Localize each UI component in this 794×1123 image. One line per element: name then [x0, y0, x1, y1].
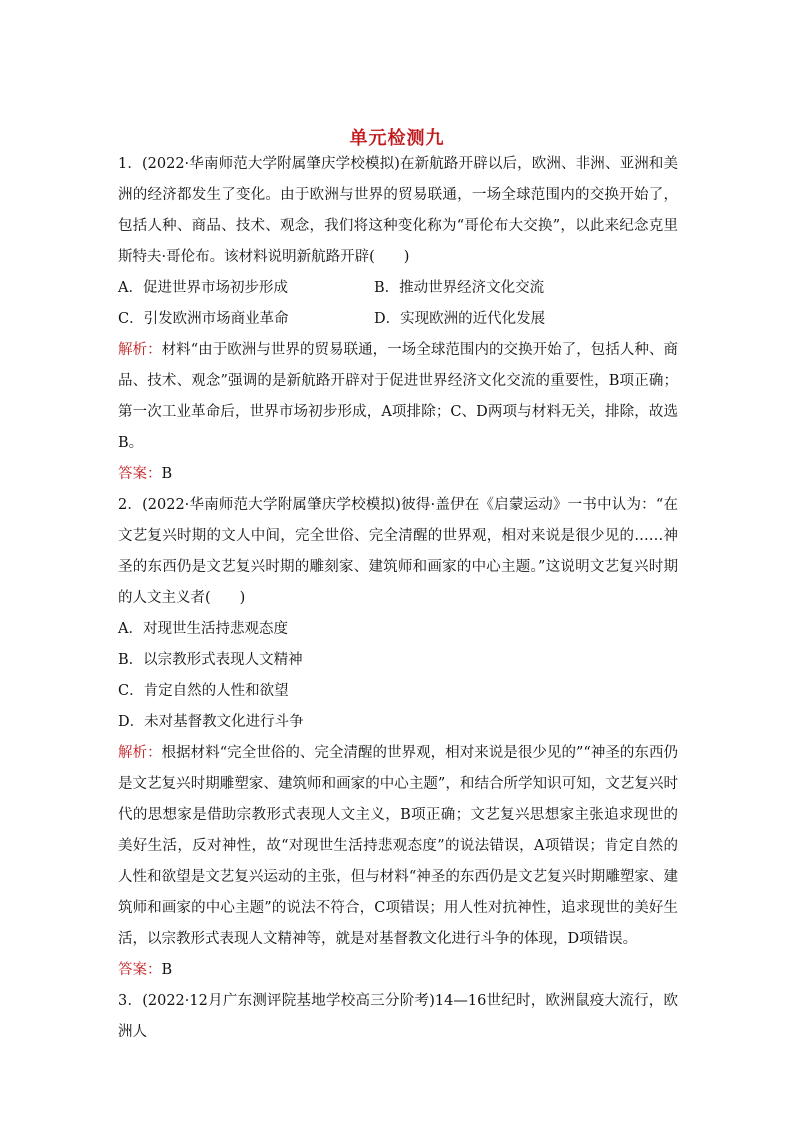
answer-label: 答案：	[118, 466, 162, 482]
question-3	[118, 986, 678, 1048]
question-1-options-row-1	[118, 273, 678, 304]
option-b: B．推动世界经济文化交流	[374, 280, 545, 296]
answer-value: B	[161, 962, 173, 978]
option-d: D．实现欧洲的近代化发展	[374, 311, 546, 327]
question-1-stem: 1．(2022·华南师范大学附属肇庆学校模拟)在新航路开辟以后，欧洲、非洲、亚洲和美洲的经济都发生了变化。由于欧洲与世界的贸易联通，一场全球范围内的交换开始了，包括人种、商品、技术、观念，我们将这种变化称为“哥伦布大交换”，以此来纪念克里斯特夫·哥伦布。该材料说明新航路开辟( )	[118, 156, 678, 265]
analysis-text: 材料“由于欧洲与世界的贸易联通，一场全球范围内的交换开始了，包括人种、商品、技术、观念”强调的是新航路开辟对于促进世界经济文化交流的重要性，B项正确；第一次工业革命后，世界市场初步形成，A项排除；C、D两项与材料无关，排除，故选B。	[118, 342, 678, 451]
page-title: 单元检测九	[349, 128, 445, 149]
analysis-text: 根据材料“完全世俗的、完全清醒的世界观，相对来说是很少见的”“神圣的东西仍是文艺复兴时期雕塑家、建筑师和画家的中心主题”，和结合所学知识可知，文艺复兴时代的思想家是借助宗教形式表现人文主义，B项正确；文艺复兴思想家主张追求现世的美好生活，反对神性，故“对现世生活持悲观态度”的说法错误，A项错误；肯定自然的人性和欲望是文艺复兴运动的主张，但与材料“神圣的东西仍是文艺复兴时期雕塑家、建筑师和画家的中心主题”的说法不符合，C项错误；用人性对抗神性，追求现世的美好生活，以宗教形式表现人文精神等，就是对基督教文化进行斗争的体现，D项错误。	[118, 745, 678, 947]
option-c: C．引发欧洲市场商业革命	[118, 311, 289, 327]
analysis-label: 解析：	[118, 745, 162, 761]
question-1-analysis	[118, 335, 678, 459]
option-a: A．促进世界市场初步形成	[118, 280, 288, 296]
document-content	[118, 149, 678, 1048]
question-2-stem: 2．(2022·华南师范大学附属肇庆学校模拟)彼得·盖伊在《启蒙运动》一书中认为：“在文艺复兴时期的文人中间，完全世俗、完全清醒的世界观，相对来说是很少见的……神圣的东西仍是文艺复兴时期的雕刻家、建筑师和画家的中心主题。”这说明文艺复兴时期的人文主义者( )	[118, 497, 678, 606]
option-d: D．未对基督教文化进行斗争	[118, 714, 304, 730]
question-1	[118, 149, 678, 490]
option-c: C．肯定自然的人性和欲望	[118, 683, 289, 699]
question-2	[118, 490, 678, 986]
answer-label: 答案：	[118, 962, 162, 978]
option-b: B．以宗教形式表现人文精神	[118, 652, 303, 668]
answer-value: B	[161, 466, 173, 482]
question-2-answer	[118, 955, 678, 986]
question-1-answer	[118, 459, 678, 490]
question-2-analysis	[118, 738, 678, 955]
question-1-options-row-2	[118, 304, 678, 335]
option-a: A．对现世生活持悲观态度	[118, 621, 288, 637]
question-3-stem: 3．(2022·12月广东测评院基地学校高三分阶考)14—16世纪时，欧洲鼠疫大流行，欧洲人	[118, 993, 678, 1040]
analysis-label: 解析：	[118, 342, 162, 358]
